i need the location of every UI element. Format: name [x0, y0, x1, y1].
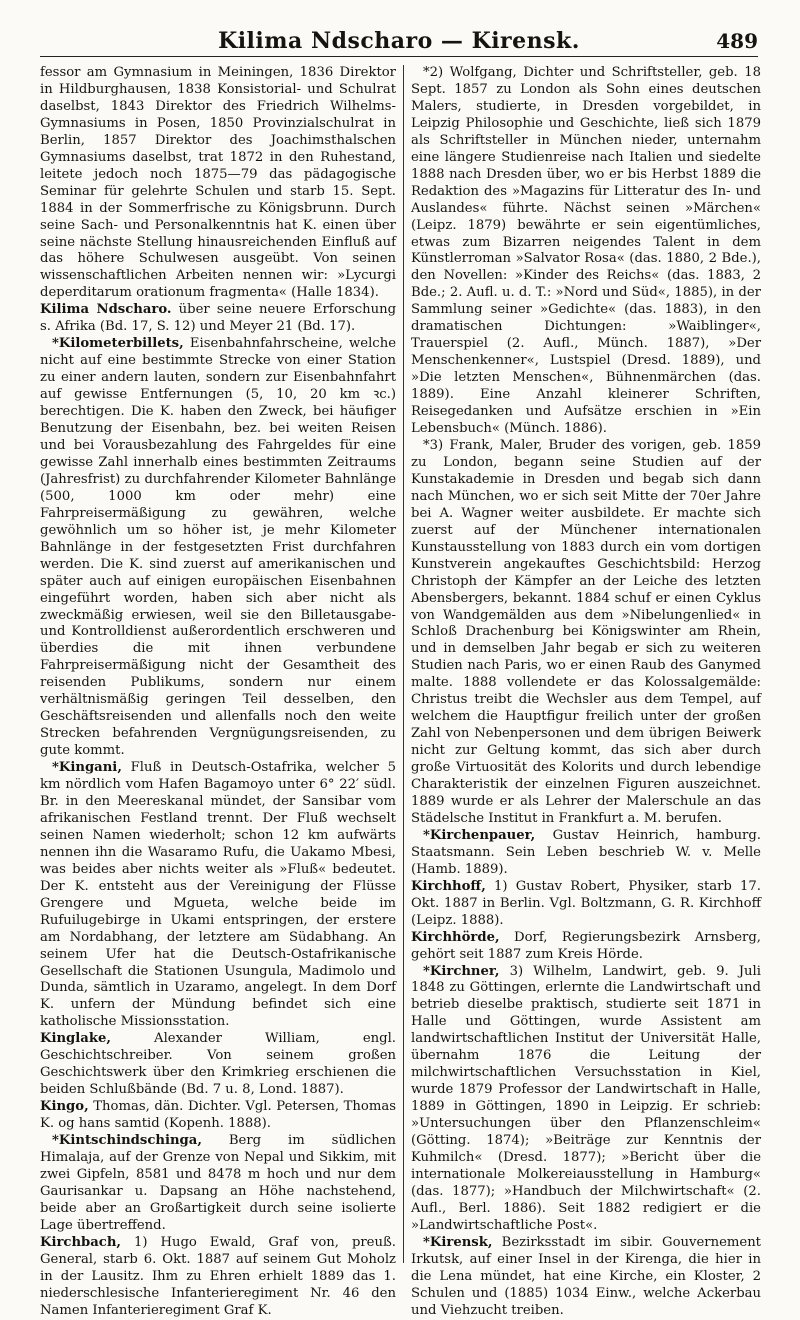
page-title: Kilima Ndscharo — Kirensk.: [218, 28, 580, 54]
entry-text: Berg im südlichen Himalaja, auf der Grenze von Nepal und Sikkim, mit zwei Gipfeln, 8581 und 8478 m hoch und nur dem Gaurisankar u. Dapsang an Höhe nachstehend, beide aber an Großartigkeit durch seine isolierte Lage übertreffend.: [40, 1133, 396, 1233]
entry-text: Fluß in Deutsch-Ostafrika, welcher 5 km nördlich vom Hafen Bagamoyo unter 6° 22′ südl. Br. in den Meereskanal mündet, der Sansibar vom afrikanischen Festland trennt. Der Fluß wechselt seinen Namen wiederholt; schon 12 km aufwärts nennen ihn die Wasaramo Rufu, die Uakamo Mbesi, was beides aber nichts weiter als »Fluß« bedeutet. Der K. entsteht aus der Vereinigung der Flüsse Grengere und Mgueta, welche beide im Rufuilugebirge in Ukami entspringen, der erstere am Nordabhang, der letztere am Südabhang. An seinem Ufer hat die Deutsch-Ostafrikanische Gesellschaft die Stationen Usungula, Madimolo und Dunda, sämtlich in Uzaramo, angelegt. In dem Dorf K. unfern der Mündung befindet sich eine katholische Missionsstation.: [40, 760, 396, 1030]
entry-paragraph: [411, 964, 761, 1235]
entry-text: 1) Hugo Ewald, Graf von, preuß. General, starb 6. Okt. 1887 auf seinem Gut Moholz in der Lausitz. Ihm zu Ehren erhielt 1889 das 1. niederschlesische Infanterieregiment Nr. 46 den Namen Infanterieregiment Graf K.: [40, 1234, 396, 1318]
entry-headword: *Kingani,: [52, 760, 122, 776]
entry-headword: *Kirchner,: [423, 963, 500, 979]
entry-paragraph: [40, 1099, 396, 1133]
entry-paragraph: [411, 438, 761, 828]
entry-text: Dorf, Regierungsbezirk Arnsberg, gehört seit 1887 zum Kreis Hörde.: [411, 929, 761, 962]
entry-paragraph: [411, 65, 761, 438]
entry-headword: *Kilometerbillets,: [52, 336, 184, 352]
entry-paragraph: [40, 336, 396, 760]
entry-text: Alexander William, engl. Geschichtschreiber. Von seinem großen Geschichtswerk über den Krimkrieg erschienen die beiden Schlußbände (Bd. 7 u. 8, Lond. 1887).: [40, 1031, 396, 1098]
entry-headword: Kirchhoff,: [411, 878, 486, 894]
entry-paragraph: [411, 1235, 761, 1320]
entry-headword: Kirchhörde,: [411, 929, 500, 945]
entry-paragraph: [411, 828, 761, 879]
left-column: [40, 65, 397, 1318]
entry-paragraph: [411, 879, 761, 930]
entry-text: Thomas, dän. Dichter. Vgl. Petersen, Thomas K. og hans samtid (Kopenh. 1888).: [40, 1099, 396, 1132]
entry-headword: *Kirchenpauer,: [423, 827, 536, 843]
page-number: 489: [716, 29, 758, 53]
entry-headword: Kingo,: [40, 1099, 89, 1115]
entry-paragraph: [40, 65, 396, 302]
entry-paragraph: [40, 1031, 396, 1099]
entry-text: *2) Wolfgang, Dichter und Schriftsteller, geb. 18 Sept. 1857 zu London als Sohn eines deutschen Malers, studierte, in Dresden vorgebildet, in Leipzig Philosophie und Geschichte, ließ sich 1879 als Schriftsteller in München nieder, unternahm eine längere Studienreise nach Italien und siedelte 1888 nach Dresden über, wo er bis Herbst 1889 die Redaktion des »Magazins für Litteratur des In- und Auslandes« führte. Nächst seinen »Märchen« (Leipz. 1879) bewährte er sein eigentümliches, etwas zum Bizarren neigendes Talent in dem Künstlerroman »Salvator Rosa« (das. 1880, 2 Bde.), den Novellen: »Kinder des Reichs« (das. 1883, 2 Bde.; 2. Aufl. u. d. T.: »Nord und Süd«, 1885), in der Sammlung seiner »Gedichte« (das. 1883), in den dramatischen Dichtungen: »Waiblinger«, Trauerspiel (2. Aufl., Münch. 1887), »Der Menschenkenner«, Lustspiel (Dresd. 1889), und »Die letzten Menschen«, Bühnenmärchen (das. 1889). Eine Anzahl kleinerer Schriften, Reisegedanken und Aufsätze erschien in »Ein Lebensbuch« (Münch. 1886).: [411, 65, 761, 437]
running-header: [40, 26, 758, 57]
entry-text: Bezirksstadt im sibir. Gouvernement Irkutsk, auf einer Insel in der Kirenga, die hier in die Lena mündet, hat eine Kirche, ein Kloster, 2 Schulen und (1885) 1034 Einw., welche Ackerbau und Viehzucht treiben.: [411, 1234, 761, 1318]
entry-text: *3) Frank, Maler, Bruder des vorigen, geb. 1859 zu London, begann seine Studien auf der Kunstakademie in Dresden und begab sich dann nach München, wo er sich seit Mitte der 70er Jahre bei A. Wagner weiter ausbildete. Er machte sich zuerst auf der Münchener internationalen Kunstausstellung von 1883 durch ein vom dortigen Kunstverein angekauftes Geschichtsbild: Herzog Christoph der Kämpfer an der Leiche des letzten Abensbergers, bekannt. 1884 schuf er einen Cyklus von Wandgemälden aus dem »Nibelungenlied« in Schloß Drachenburg bei Königswinter am Rhein, und in demselben Jahr begab er sich zu weiteren Studien nach Paris, wo er einen Raub des Ganymed malte. 1888 vollendete er das Kolossalgemälde: Christus treibt die Wechsler aus dem Tempel, auf welchem die Hauptfigur freilich unter der großen Zahl von Nebenpersonen und dem übrigen Beiwerk nicht zur Geltung kommt, das sich aber durch große Virtuosität des Kolorits und durch lebendige Charakteristik der einzelnen Figuren auszeichnet. 1889 wurde er als Lehrer der Malerschule an das Städelsche Institut in Frankfurt a. M. berufen.: [411, 437, 761, 826]
entry-text: über seine neuere Erforschung s. Afrika (Bd. 17, S. 12) und Meyer 21 (Bd. 17).: [40, 302, 397, 335]
entry-text: 1) Gustav Robert, Physiker, starb 17. Okt. 1887 in Berlin. Vgl. Boltzmann, G. R. Kirchhoff (Leipz. 1888).: [411, 878, 761, 928]
entry-headword: *Kintschindschinga,: [52, 1133, 202, 1149]
entry-text: Gustav Heinrich, hamburg. Staatsmann. Sein Leben beschrieb W. v. Melle (Hamb. 1889).: [411, 827, 761, 877]
entry-headword: *Kirensk,: [423, 1234, 493, 1250]
column-divider: [403, 65, 404, 1263]
entry-paragraph: [40, 302, 396, 336]
entry-text: fessor am Gymnasium in Meiningen, 1836 Direktor in Hildburghausen, 1838 Konsistorial- und Schulrat daselbst, 1843 Direktor des Friedrich Wilhelms-Gymnasiums in Posen, 1850 Provinzialschulrat in Berlin, 1857 Direktor des Joachimsthalschen Gymnasiums daselbst, trat 1872 in den Ruhestand, leitete jedoch noch 1875—79 das pädagogische Seminar für gelehrte Schulen und starb 15. Sept. 1884 in der Sommerfrische zu Königsbrunn. Durch seine Sach- und Personalkenntnis hat K. einen über seine nächste Stellung hinausreichenden Einfluß auf das höhere Schulwesen ausgeübt. Von seinen wissenschaftlichen Arbeiten nennen wir: »Lycurgi deperditarum orationum fragmenta« (Halle 1834).: [40, 65, 396, 301]
entry-text: Eisenbahnfahrscheine, welche nicht auf eine bestimmte Strecke von einer Station zu einer andern lauten, sondern zur Eisenbahnfahrt auf gewisse Entfernungen (5, 10, 20 km ꝛc.) berechtigen. Die K. haben den Zweck, bei häufiger Benutzung der Eisenbahn, bez. bei weiten Reisen und bei Vorausbezahlung des Fahrgeldes für eine gewisse Zahl innerhalb eines bestimmten Zeitraums (Jahresfrist) zu durchfahrender Kilometer Bahnlänge (500, 1000 km oder mehr) eine Fahrpreisermäßigung zu gewähren, welche gewöhnlich um so höher ist, je mehr Kilometer Bahnlänge in der festgesetzten Frist durchfahren werden. Die K. sind zuerst auf amerikanischen und später auch auf einigen europäischen Eisenbahnen eingeführt worden, haben sich aber nicht als zweckmäßig erwiesen, weil sie den Billetausgabe- und Kontrolldienst außerordentlich erschweren und überdies die mit ihnen verbundene Fahrpreisermäßigung nicht der Gesamtheit des reisenden Publikums, sondern nur einem verhältnismäßig geringen Teil desselben, den Geschäftsreisenden und allenfalls noch den weite Strecken befahrenden Vergnügungsreisenden, zu gute kommt.: [40, 336, 396, 759]
entry-headword: Kirchbach,: [40, 1234, 122, 1250]
entry-paragraph: [411, 930, 761, 964]
entry-paragraph: [40, 1235, 396, 1320]
entry-paragraph: [40, 760, 396, 1031]
entry-headword: Kilima Ndscharo.: [40, 302, 172, 318]
entry-headword: Kinglake,: [40, 1031, 111, 1047]
entry-text: 3) Wilhelm, Landwirt, geb. 9. Juli 1848 zu Göttingen, erlernte die Landwirtschaft und betrieb dieselbe praktisch, studierte seit 1871 in Halle und Göttingen, wurde Assistent am landwirtschaftlichen Institut der Universität Halle, übernahm 1876 die Leitung der milchwirtschaftlichen Versuchsstation in Kiel, wurde 1879 Professor der Landwirtschaft in Halle, 1889 in Göttingen, 1890 in Leipzig. Er schrieb: »Untersuchungen über den Pflanzenschleim« (Götting. 1874); »Beiträge zur Kenntnis der Kuhmilch« (Dresd. 1877); »Bericht über die internationale Molkereiausstellung in Hamburg« (das. 1877); »Handbuch der Milchwirtschaft« (2. Aufl., Berl. 1886). Seit 1882 redigiert er die »Landwirtschaftliche Post«.: [411, 963, 761, 1233]
right-column: [411, 65, 761, 1318]
entry-paragraph: [40, 1133, 396, 1235]
